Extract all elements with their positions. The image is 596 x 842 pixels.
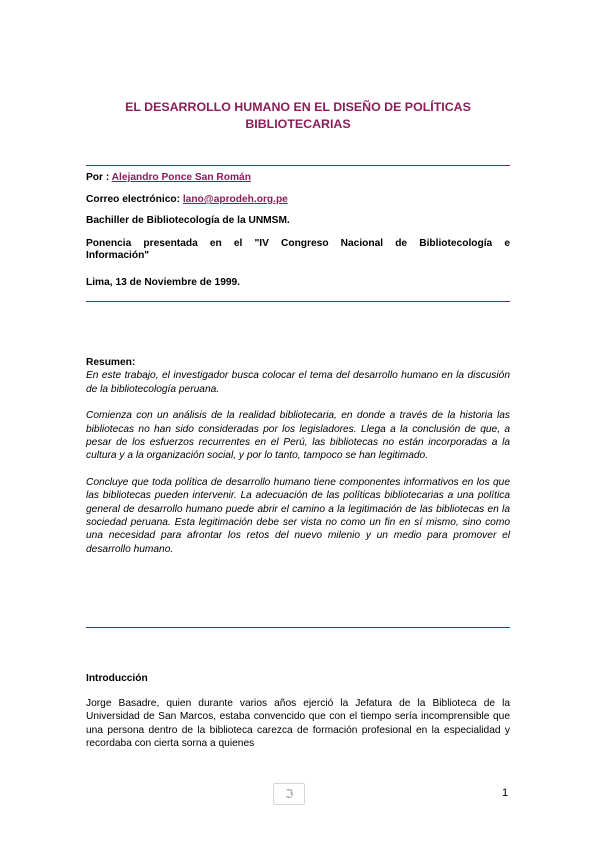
page-number: 1: [502, 787, 509, 799]
degree-line: Bachiller de Bibliotecología de la UNMSM.: [86, 215, 290, 226]
date-line: Lima, 13 de Noviembre de 1999.: [86, 277, 241, 288]
abstract-paragraph-3: Concluye que toda política de desarrollo humano tiene componentes informativos en los que las bibliotecas pueden intervenir. La adecuación de las políticas bibliotecarias a una política general de desarrollo humano puede abrir el camino a la legitimación de las bibliotecas en la sociedad peruana. Esta legitimación debe ser vista no como un fin en sí mismo, sino como una necesidad para afrontar los retos del nuevo milenio y un medio para promover el desarrollo humano.: [86, 476, 510, 555]
abstract-section: [86, 356, 510, 556]
footer-logo-icon: [273, 783, 305, 805]
author-link[interactable]: Alejandro Ponce San Román: [111, 172, 251, 183]
by-label: Por :: [86, 172, 110, 183]
abstract-divider: [86, 627, 510, 628]
introduction-paragraph: Jorge Basadre, quien durante varios años ejerció la Jefatura de la Biblioteca de la Universidad de San Marcos, estaba convencido que con el tiempo sería incomprensible que una persona dentro de la biblioteca carezca de formación profesional en la especialidad y recordaba con cierta sorna a quienes: [86, 698, 510, 750]
abstract-paragraph-1: En este trabajo, el investigador busca colocar el tema del desarrollo humano en la discusión de la bibliotecología peruana.: [86, 370, 510, 395]
email-line: [86, 194, 288, 205]
presentation-line-2: Información": [86, 250, 150, 261]
author-line: [86, 172, 251, 183]
email-link[interactable]: lano@aprodeh.org.pe: [182, 194, 288, 205]
abstract-paragraph-2: Comienza con un análisis de la realidad bibliotecaria, en donde a través de la historia las bibliotecas no han sido consideradas por los legisladores. Llega a la conclusión de que, a pesar de los esfuerzos recurrentes en el Perú, las bibliotecas no están incorporadas a la cultura y a la organización social, y por lo tanto, tampoco se han legitimado.: [86, 410, 510, 462]
author-divider: [86, 301, 510, 302]
document-title: [86, 99, 510, 133]
title-line-1: EL DESARROLLO HUMANO EN EL DISEÑO DE POLÍTICAS: [125, 100, 471, 114]
abstract-heading: Resumen:: [86, 357, 136, 368]
title-line-2: BIBLIOTECARIAS: [245, 117, 351, 131]
logo-glyph: ℑ: [284, 787, 294, 801]
top-divider: [86, 165, 510, 166]
presentation-info: [86, 238, 510, 262]
introduction-heading: Introducción: [86, 673, 148, 684]
email-label: Correo electrónico:: [86, 194, 180, 205]
presentation-line-1: Ponencia presentada en el "IV Congreso Nacional de Bibliotecología e: [86, 238, 510, 249]
